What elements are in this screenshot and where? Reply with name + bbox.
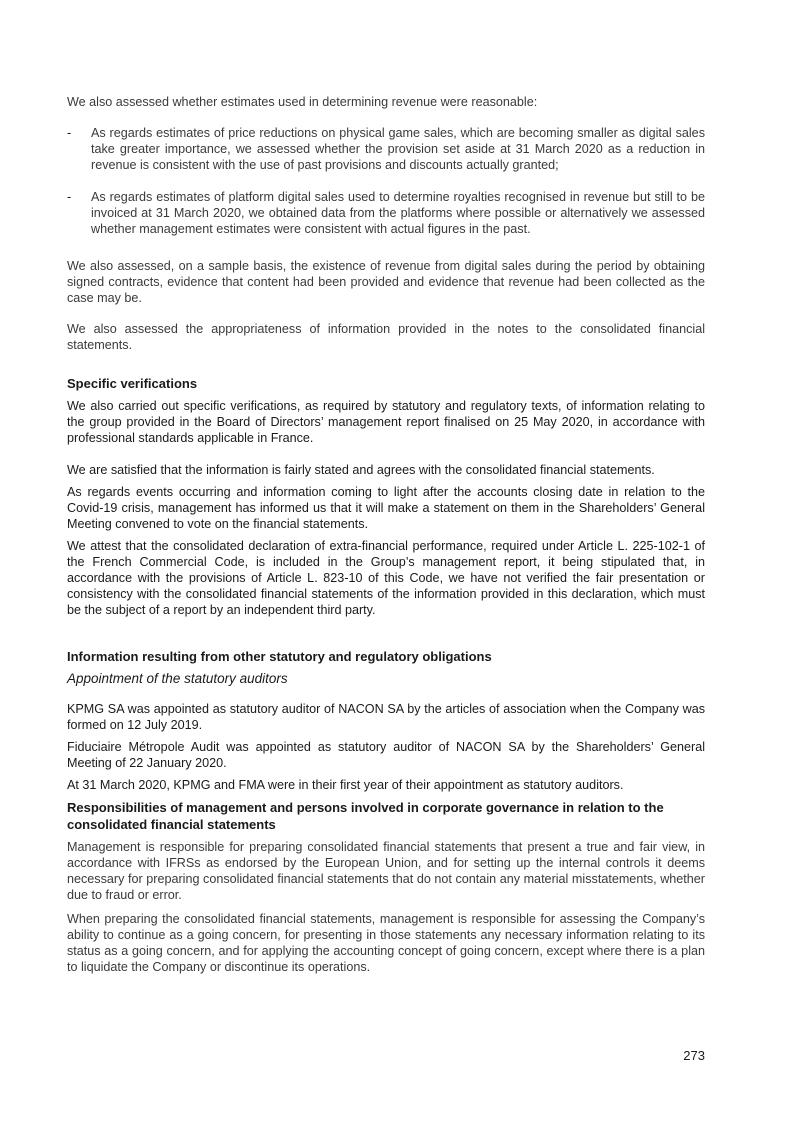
bullet-item bbox=[67, 125, 705, 173]
page-number: 273 bbox=[683, 1048, 705, 1063]
specific-paragraph-1: We also carried out specific verifications, as required by statutory and regulatory texts, of information relating to the group provided in the Board of Directors’ management report finalised on 25 May 2020, in accordance with professional standards applicable in France. bbox=[67, 399, 705, 445]
bullet-marker: - bbox=[67, 126, 72, 140]
bullet-item bbox=[67, 189, 705, 237]
appointment-paragraph-3: At 31 March 2020, KPMG and FMA were in their first year of their appointment as statutory auditors. bbox=[67, 778, 624, 792]
sample-paragraph: We also assessed, on a sample basis, the existence of revenue from digital sales during the period by obtaining signed contracts, evidence that content had been provided and evidence that revenue had been collected as the case may be. bbox=[67, 259, 705, 305]
document-page bbox=[67, 0, 705, 975]
specific-verifications-heading: Specific verifications bbox=[67, 376, 198, 391]
appointment-paragraph-1: KPMG SA was appointed as statutory auditor of NACON SA by the articles of association when the Company was formed on 12 July 2019. bbox=[67, 702, 705, 732]
specific-paragraph-3: As regards events occurring and information coming to light after the accounts closing date in relation to the Covid-19 crisis, management has informed us that it will make a statement on them in the Shareholders’ General Meeting convened to vote on the financial statements. bbox=[67, 485, 705, 531]
responsibilities-paragraph-1: Management is responsible for preparing consolidated financial statements that present a true and fair view, in accordance with IFRSs as endorsed by the European Union, and for setting up the internal controls it deems necessary for preparing consolidated financial statements that do not contain any material misstatements, whether due to fraud or error. bbox=[67, 840, 705, 902]
appointment-paragraph-2: Fiduciaire Métropole Audit was appointed as statutory auditor of NACON SA by the Shareholders’ General Meeting of 22 January 2020. bbox=[67, 740, 705, 770]
specific-paragraph-2: We are satisfied that the information is fairly stated and agrees with the consolidated financial statements. bbox=[67, 463, 655, 477]
specific-paragraph-4: We attest that the consolidated declaration of extra-financial performance, required under Article L. 225-102-1 of the French Commercial Code, is included in the Group’s management report, it being stipulated that, in accordance with the provisions of Article L. 823-10 of this Code, we have not verified the fair presentation or consistency with the consolidated financial statements of the information provided in this declaration, which must be the subject of a report by an independent third party. bbox=[67, 539, 705, 617]
bullet-text: As regards estimates of platform digital sales used to determine royalties recognised in revenue but still to be invoiced at 31 March 2020, we obtained data from the platforms where possible or alternatively we assessed whether management estimates were consistent with actual figures in the past. bbox=[91, 190, 705, 236]
other-obligations-heading: Information resulting from other statutory and regulatory obligations bbox=[67, 649, 492, 664]
intro-paragraph: We also assessed whether estimates used in determining revenue were reasonable: bbox=[67, 95, 538, 109]
bullet-marker: - bbox=[67, 190, 72, 204]
appointment-heading: Appointment of the statutory auditors bbox=[67, 671, 288, 686]
bullet-text: As regards estimates of price reductions on physical game sales, which are becoming smaller as digital sales take greater importance, we assessed whether the provision set aside at 31 March 2020 as a reduction in revenue is consistent with the use of past provisions and discounts actually granted; bbox=[91, 126, 705, 172]
responsibilities-paragraph-2: When preparing the consolidated financial statements, management is responsible for assessing the Company’s ability to continue as a going concern, for presenting in those statements any necessary information relating to its status as a going concern, and for applying the accounting concept of going concern, except where there is a plan to liquidate the Company or discontinue its operations. bbox=[67, 912, 705, 974]
notes-paragraph: We also assessed the appropriateness of information provided in the notes to the consolidated financial statements. bbox=[67, 322, 705, 352]
responsibilities-heading: Responsibilities of management and persons involved in corporate governance in relation to the consolidated financial statements bbox=[67, 800, 664, 832]
